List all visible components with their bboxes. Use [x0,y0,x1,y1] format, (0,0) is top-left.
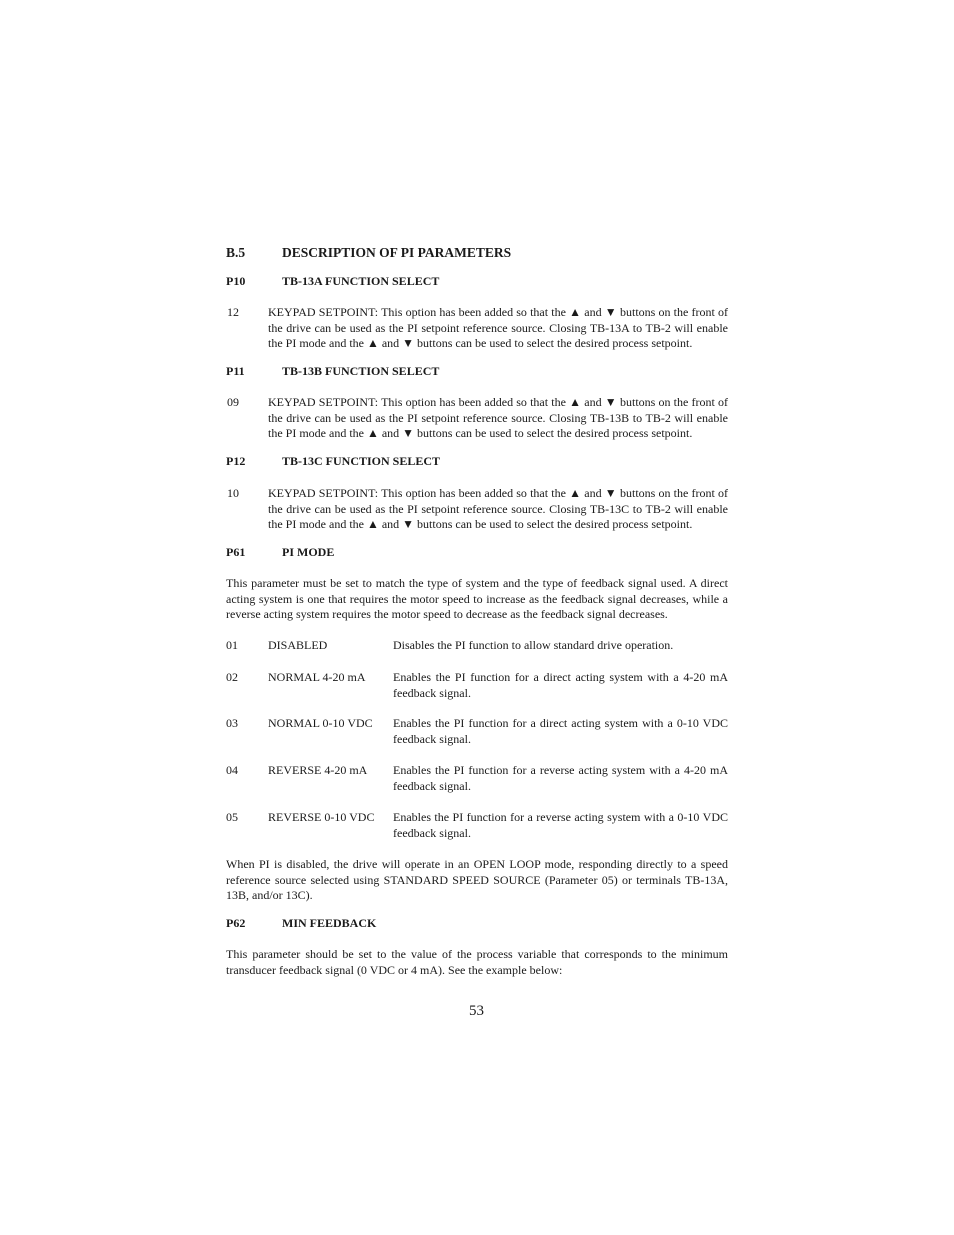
p11-option-text: KEYPAD SETPOINT: This option has been added so that the ▲ and ▼ buttons on the front of the drive can be used as the PI setpoint reference source. Closing TB-13B to TB-2 will enable the PI mode and the ▲ and ▼ buttons can be used to select the desired process setpoint. [268,395,728,440]
p62-code: P62 [226,916,246,930]
p10-option-text: KEYPAD SETPOINT: This option has been added so that the ▲ and ▼ buttons on the front of the drive can be used as the PI setpoint reference source. Closing TB-13A to TB-2 will enable the PI mode and the ▲ and ▼ buttons can be used to select the desired process setpoint. [268,305,728,350]
p61-title: PI MODE [282,545,335,559]
section-number: B.5 [226,245,246,260]
p61-option-value: 05 [226,810,238,824]
p61-option-name: REVERSE 4-20 mA [268,763,368,777]
p10-title: TB-13A FUNCTION SELECT [282,274,440,288]
p61-code: P61 [226,545,246,559]
p62-title: MIN FEEDBACK [282,916,377,930]
p11-code: P11 [226,364,245,378]
p61-note: When PI is disabled, the drive will operate in an OPEN LOOP mode, responding directly to a speed reference source selected using STANDARD SPEED SOURCE (Parameter 05) or terminals TB-13A, 13B, and/or 13C). [226,857,728,902]
p61-option-name: NORMAL 0-10 VDC [268,716,373,730]
p10-option-value: 12 [227,305,239,319]
p12-option-text: KEYPAD SETPOINT: This option has been added so that the ▲ and ▼ buttons on the front of the drive can be used as the PI setpoint reference source. Closing TB-13C to TB-2 will enable the PI mode and the ▲ and ▼ buttons can be used to select the desired process setpoint. [268,486,728,531]
p61-intro: This parameter must be set to match the type of system and the type of feedback signal used. A direct acting system is one that requires the motor speed to increase as the feedback signal decreases, while a reverse acting system requires the motor speed to decrease as the feedback signal decreases. [226,576,728,621]
p11-title: TB-13B FUNCTION SELECT [282,364,440,378]
p12-code: P12 [226,454,246,468]
p11-option-value: 09 [227,395,239,409]
p12-option-value: 10 [227,486,239,500]
p10-code: P10 [226,274,246,288]
p61-option-name: NORMAL 4-20 mA [268,670,366,684]
p61-option-value: 02 [226,670,238,684]
section-title: DESCRIPTION OF PI PARAMETERS [282,245,512,260]
p12-title: TB-13C FUNCTION SELECT [282,454,441,468]
p61-option-name: REVERSE 0-10 VDC [268,810,375,824]
p61-option-desc: Disables the PI function to allow standard drive operation. [393,638,674,652]
p61-option-value: 04 [226,763,238,777]
p61-option-desc: Enables the PI function for a direct acting system with a 0-10 VDC feedback signal. [393,716,728,746]
p62-text: This parameter should be set to the value of the process variable that corresponds to the minimum transducer feedback signal (0 VDC or 4 mA). See the example below: [226,947,728,977]
p61-option-desc: Enables the PI function for a direct acting system with a 4-20 mA feedback signal. [393,670,728,700]
page-number: 53 [469,1003,484,1019]
p61-option-desc: Enables the PI function for a reverse acting system with a 4-20 mA feedback signal. [393,763,728,793]
p61-option-desc: Enables the PI function for a reverse acting system with a 0-10 VDC feedback signal. [393,810,728,840]
p61-option-value: 03 [226,716,238,730]
p61-option-name: DISABLED [268,638,328,652]
p61-option-value: 01 [226,638,238,652]
